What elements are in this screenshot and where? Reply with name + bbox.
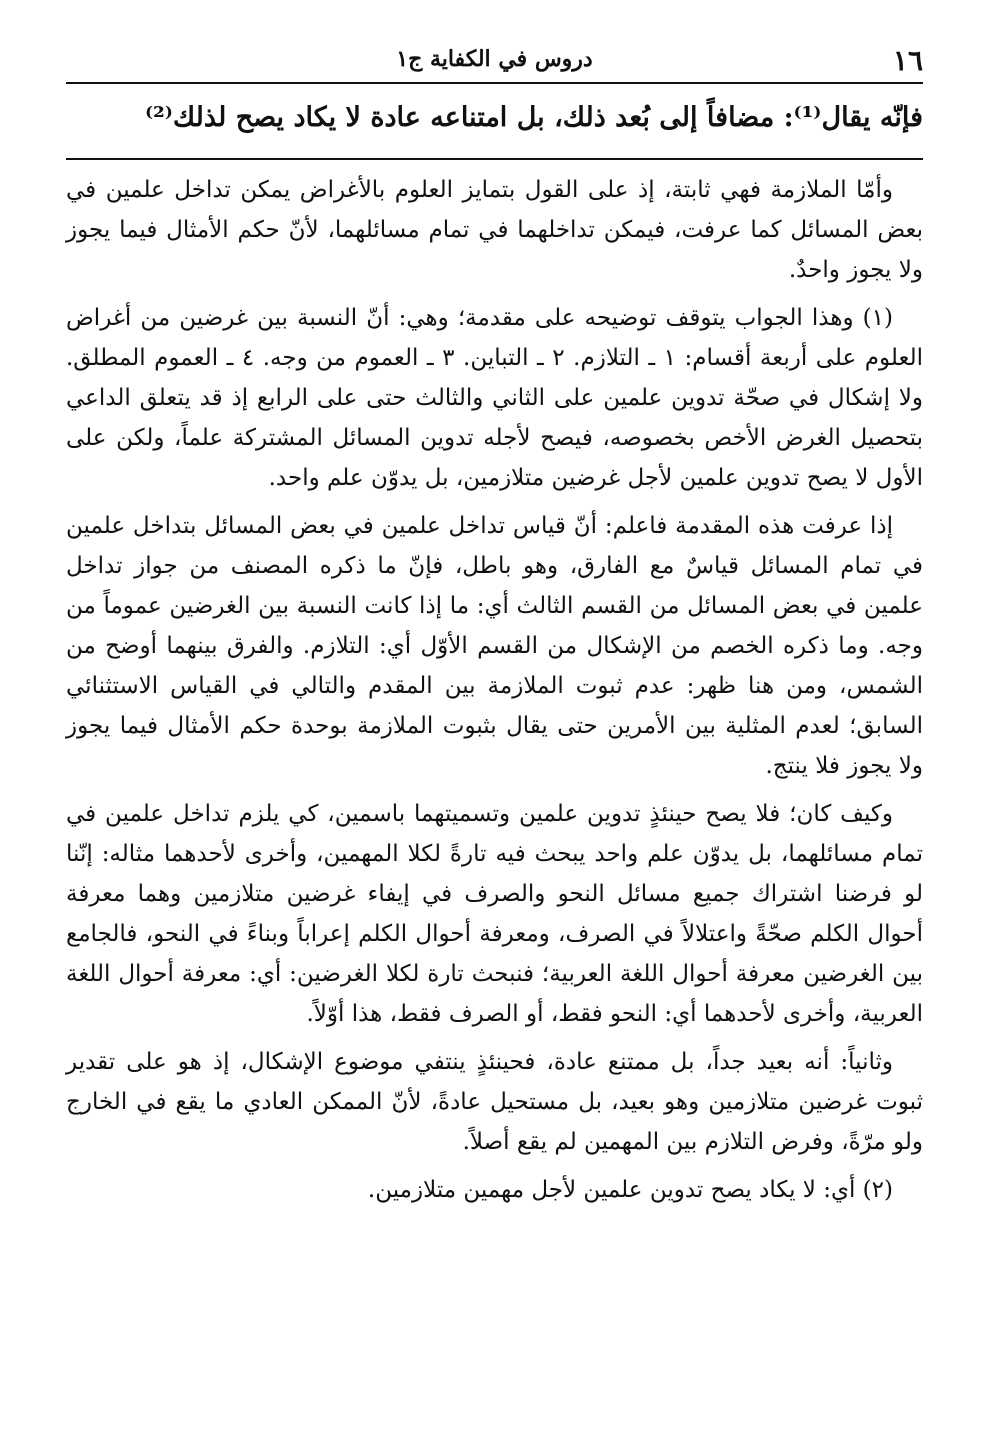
commentary-body	[66, 170, 923, 1434]
paragraph-explanation: إذا عرفت هذه المقدمة فاعلم: أنّ قياس تداخل علمين في بعض المسائل بتداخل علمين في تمام المسائل قياسٌ مع الفارق، وهو باطل، فإنّ ما ذكره المصنف من جواز تداخل علمين في بعض المسائل من القسم الثالث أي: ما إذا كانت النسبة بين الغرضين عموماً من وجه. وما ذكره الخصم من الإشكال من القسم الأوّل أي: التلازم. والفرق بينهما أوضح من الشمس، ومن هنا ظهر: عدم ثبوت الملازمة بين المقدم والتالي في القياس الاستثنائي السابق؛ لعدم المثلية بين الأمرين حتى يقال بثبوت الملازمة بوحدة حكم الأمثال فيما يجوز ولا يجوز فلا ينتج.	[66, 513, 923, 779]
page-number: ١٦	[892, 44, 923, 77]
running-title: دروس في الكفاية ج١	[396, 46, 593, 72]
footnote-1-paragraph: (١) وهذا الجواب يتوقف توضيحه على مقدمة؛ وهي: أنّ النسبة بين غرضين من أغراض العلوم على أربعة أقسام: ١ ـ التلازم. ٢ ـ التباين. ٣ ـ العموم من وجه. ٤ ـ العموم المطلق. ولا إشكال في صحّة تدوين علمين على الثاني والثالث حتى على الرابع إذ قد يتعلق الداعي بتحصيل الغرض الأخص بخصوصه، فيصح لأجله تدوين المسائل المشتركة علماً، ولكن على الأول لا يصح تدوين علمين لأجل غرضين متلازمين، بل يدوّن علم واحد.	[66, 305, 923, 491]
page-header	[66, 40, 923, 80]
paragraph-example: وكيف كان؛ فلا يصح حينئذٍ تدوين علمين وتسميتهما باسمين، كي يلزم تداخل علمين في تمام مسائلهما، بل يدوّن علم واحد يبحث فيه تارةً لكلا المهمين، وأخرى لأحدهما مثاله: إنّنا لو فرضنا اشتراك جميع مسائل النحو والصرف في إيفاء غرضين متلازمين وهما معرفة أحوال الكلم صحّةً واعتلالاً في الصرف، ومعرفة أحوال الكلم إعراباً وبناءً في النحو، فالجامع بين الغرضين معرفة أحوال اللغة العربية؛ فنبحث تارة لكلا الغرضين: أي: معرفة أحوال اللغة العربية، وأخرى لأحدهما أي: النحو فقط، أو الصرف فقط، هذا أوّلاً.	[66, 801, 923, 1027]
matn-text: فإنّه يقال⁽¹⁾: مضافاً إلى بُعد ذلك، بل امتناعه عادة لا يكاد يصح لذلك⁽²⁾	[145, 102, 923, 133]
matn-divider	[66, 158, 923, 160]
header-divider	[66, 82, 923, 84]
paragraph-second-answer: وثانياً: أنه بعيد جداً، بل ممتنع عادة، فحينئذٍ ينتفي موضوع الإشكال، إذ هو على تقدير ثبوت غرضين متلازمين وهو بعيد، بل مستحيل عادةً، لأنّ الممكن العادي ما يقع في الخارج ولو مرّةً، وفرض التلازم بين المهمين لم يقع أصلاً.	[66, 1049, 923, 1155]
paragraph-intro: وأمّا الملازمة فهي ثابتة، إذ على القول بتمايز العلوم بالأغراض يمكن تداخل علمين في بعض المسائل كما عرفت، فيمكن تداخلهما في تمام مسائلهما، لأنّ حكم الأمثال فيما يجوز ولا يجوز واحدٌ.	[66, 177, 923, 283]
footnote-2-paragraph: (٢) أي: لا يكاد يصح تدوين علمين لأجل مهمين متلازمين.	[367, 1177, 893, 1203]
